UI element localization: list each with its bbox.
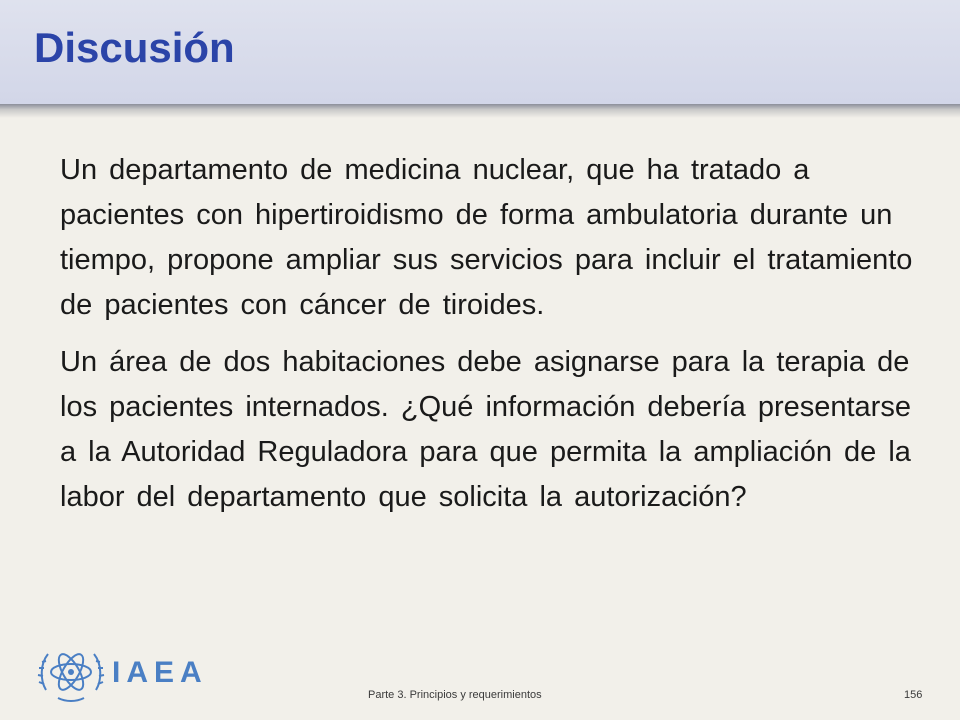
body-paragraph-2: Un área de dos habitaciones debe asignarse para la terapia de los pacientes internados. ¿Qué información debería presentarse a la Autoridad Reguladora para que permita la ampliación de la labor del departamento que solicita la autorización? bbox=[60, 346, 911, 513]
body-paragraph-1: Un departamento de medicina nuclear, que ha tratado a pacientes con hipertiroidismo de forma ambulatoria durante un tiempo, propone ampliar sus servicios para incluir el tratamiento de pacientes con cáncer de tiroides. bbox=[60, 154, 913, 321]
iaea-logo-text: IAEA bbox=[112, 656, 208, 689]
page-number: 156 bbox=[904, 689, 923, 701]
slide-body bbox=[60, 148, 920, 520]
header-divider bbox=[0, 104, 960, 118]
slide-title: Discusión bbox=[34, 24, 235, 71]
iaea-emblem-icon bbox=[36, 640, 106, 706]
footer-caption: Parte 3. Principios y requerimientos bbox=[368, 689, 542, 701]
